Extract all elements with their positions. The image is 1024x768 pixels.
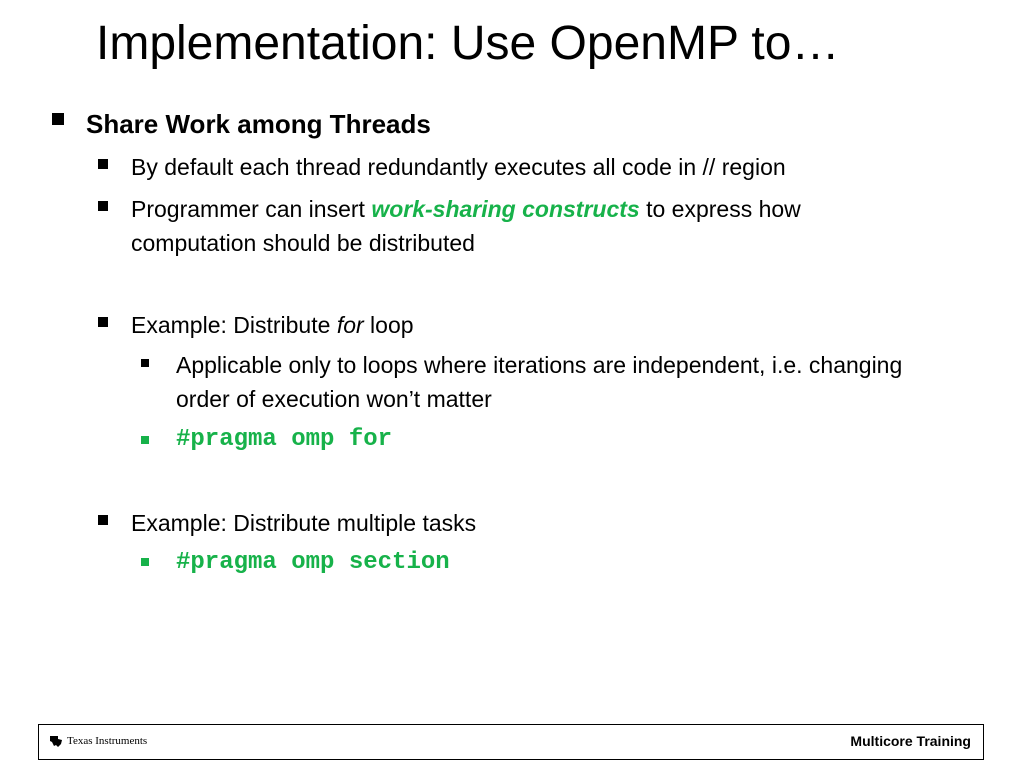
bullet-share-work: Share Work among Threads bbox=[86, 109, 431, 139]
bullet-marker bbox=[98, 159, 108, 169]
bullet-marker bbox=[98, 317, 108, 327]
ti-state-icon bbox=[49, 734, 63, 748]
pragma-omp-section: #pragma omp section bbox=[176, 549, 450, 576]
work-sharing-emphasis: work-sharing constructs bbox=[371, 196, 640, 222]
bullet-default-redundant: By default each thread redundantly executes all code in // region bbox=[131, 154, 786, 180]
footer-course-title: Multicore Training bbox=[850, 733, 971, 749]
bullet-marker bbox=[141, 436, 149, 444]
bullet-marker bbox=[98, 201, 108, 211]
pragma-omp-for: #pragma omp for bbox=[176, 426, 393, 453]
ti-brand-name: Texas Instruments bbox=[67, 735, 148, 747]
bullet-example-for: Example: Distribute for loop bbox=[131, 312, 414, 338]
bullet-marker bbox=[141, 359, 149, 367]
bullet-example-tasks: Example: Distribute multiple tasks bbox=[131, 510, 477, 536]
bullet-marker bbox=[52, 113, 64, 125]
bullet-marker bbox=[141, 558, 149, 566]
bullet-work-sharing: Programmer can insert work-sharing constructs to express how computation should be distributed bbox=[131, 196, 801, 256]
bullet-marker bbox=[98, 515, 108, 525]
footer-bar bbox=[38, 724, 984, 760]
bullet-applicable-loops: Applicable only to loops where iterations are independent, i.e. changing order of execution won’t matter bbox=[176, 352, 903, 412]
slide-title: Implementation: Use OpenMP to… bbox=[96, 17, 840, 70]
for-emphasis: for bbox=[336, 312, 364, 338]
ti-logo bbox=[49, 734, 147, 748]
